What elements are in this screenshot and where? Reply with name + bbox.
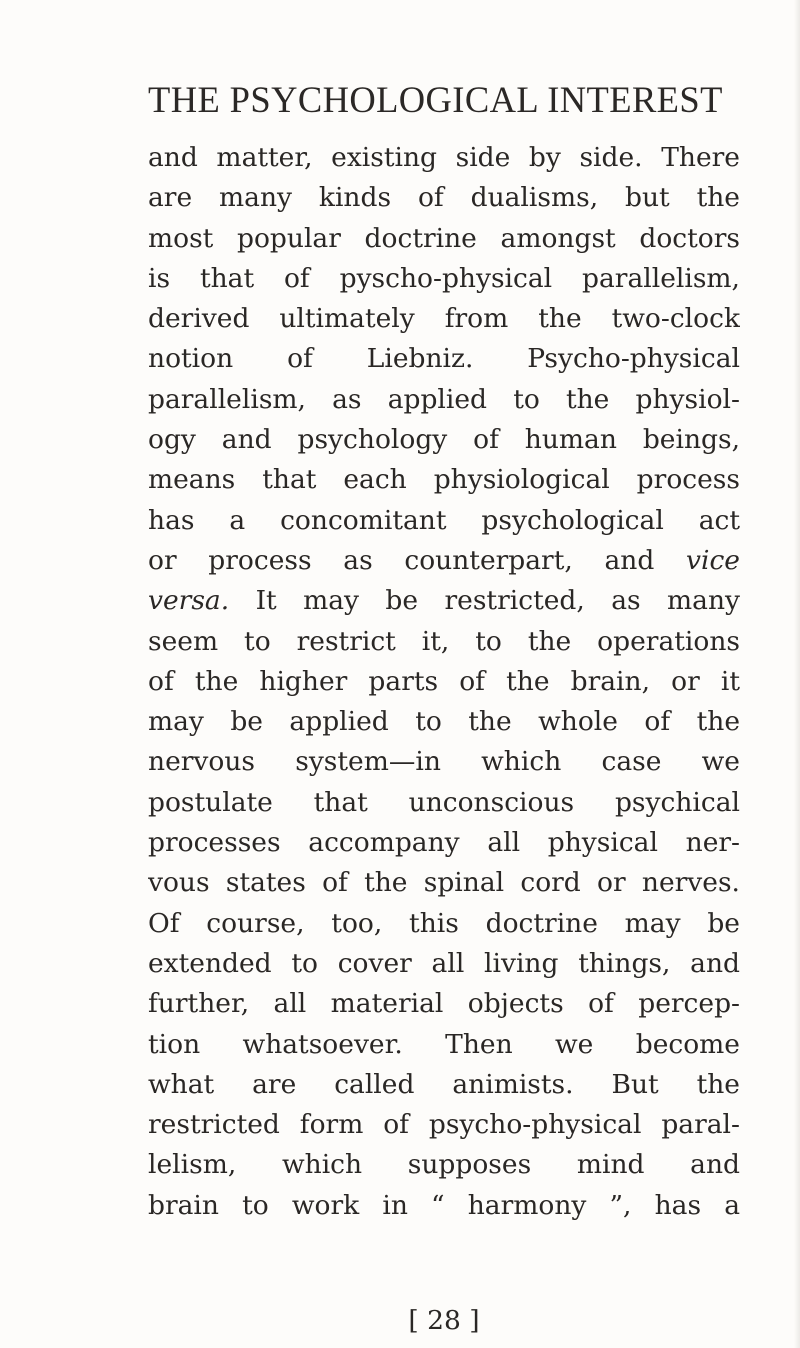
text-line: Of course, too, this doctrine may be (148, 907, 740, 939)
text-line: notion of Liebniz. Psycho-physical (148, 343, 740, 375)
text-line: means that each physiological process (148, 464, 740, 496)
running-head: THE PSYCHOLOGICAL INTEREST (148, 79, 723, 120)
text-line: vous states of the spinal cord or nerves. (148, 867, 740, 899)
italic-word: versa. (148, 585, 230, 617)
text-fragment: or process as counterpart, and (148, 544, 655, 576)
text-line: and matter, existing side by side. There (148, 142, 740, 173)
text-line: lelism, which supposes mind and (148, 1149, 740, 1181)
text-line: may be applied to the whole of the (148, 706, 740, 738)
text-line: derived ultimately from the two-clock (148, 303, 740, 335)
body-text (148, 138, 740, 1226)
text-line: nervous system—in which case we (148, 746, 740, 778)
italic-word: vice (686, 544, 740, 576)
text-line: postulate that unconscious psychical (148, 786, 740, 818)
text-line: processes accompany all physical ner- (148, 827, 740, 859)
text-line: brain to work in “ harmony ”, has a (148, 1189, 740, 1221)
text-line: extended to cover all living things, and (148, 947, 740, 979)
text-line: what are called animists. But the (148, 1068, 740, 1100)
text-line: ogy and psychology of human beings, (148, 424, 740, 456)
text-line: tion whatsoever. Then we become (148, 1028, 740, 1060)
text-line: are many kinds of dualisms, but the (148, 182, 740, 214)
text-line: most popular doctrine amongst doctors (148, 222, 740, 254)
page-number: [ 28 ] (408, 1305, 480, 1336)
text-line: further, all material objects of percep- (148, 988, 740, 1020)
text-line-with-italic (148, 581, 740, 621)
text-line: restricted form of psycho-physical paral- (148, 1109, 740, 1141)
text-line: is that of pyscho-physical parallelism, (148, 262, 740, 294)
text-line: seem to restrict it, to the operations (148, 625, 740, 657)
text-line: parallelism, as applied to the physiol- (148, 383, 740, 415)
text-fragment: It may be restricted, as many (255, 585, 740, 617)
text-line: has a concomitant psychological act (148, 504, 740, 536)
text-line: of the higher parts of the brain, or it (148, 665, 740, 697)
page-edge-shadow (794, 0, 800, 1348)
text-line-with-italic (148, 541, 740, 581)
